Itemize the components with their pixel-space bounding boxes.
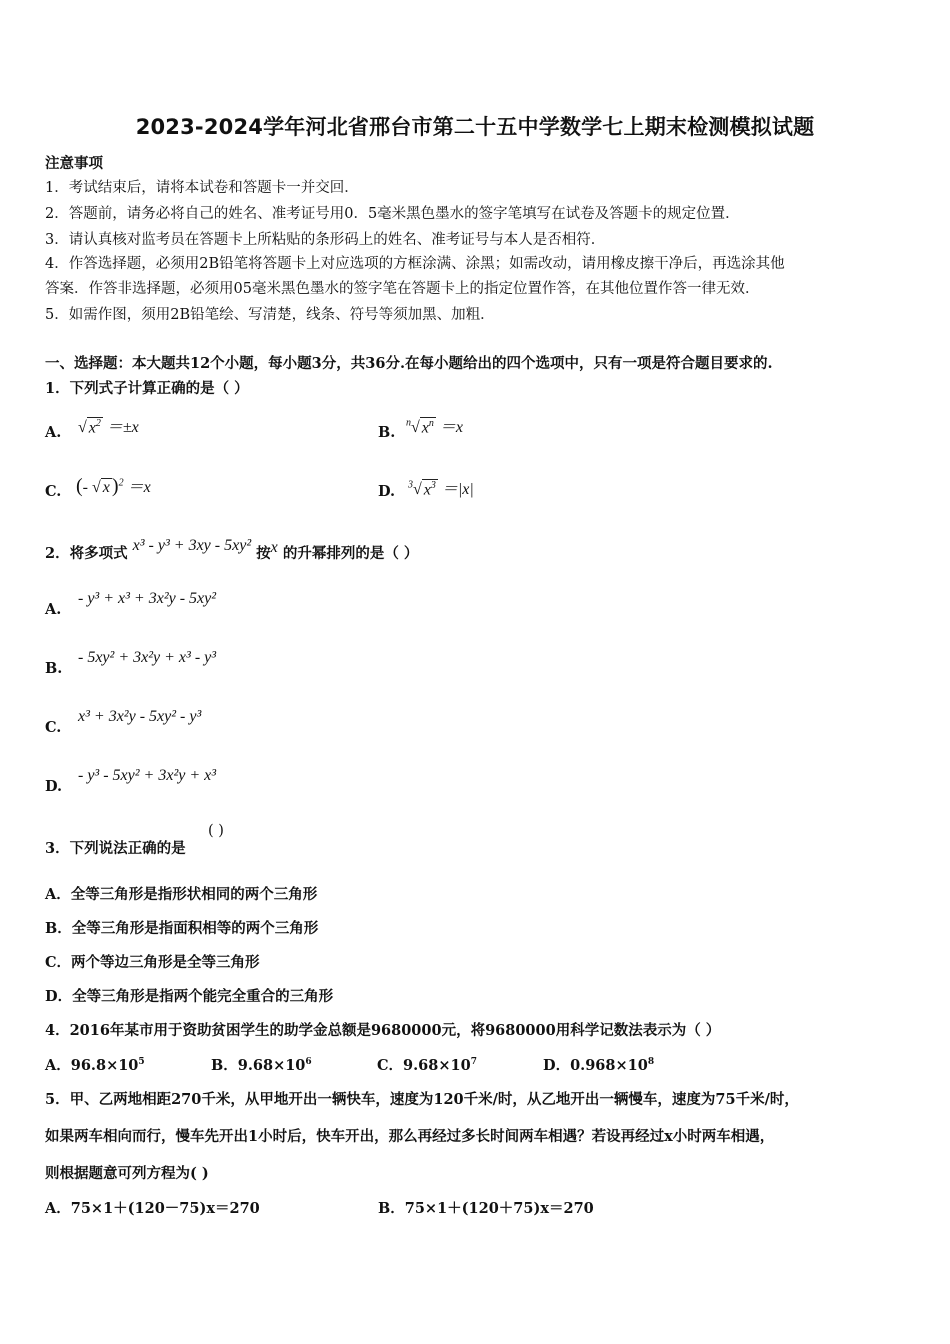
question-2-stem: 2．将多项式 x³ - y³ + 3xy - 5xy² 按x 的升幂排列的是（ ） (45, 537, 419, 562)
q3-option-d: D．全等三角形是指两个能完全重合的三角形 (45, 988, 334, 1005)
notice-item: 5．如需作图，须用2B铅笔绘、写清楚，线条、符号等须加黑、加粗． (45, 307, 495, 323)
question-5-line: 如果两车相向而行，慢车先开出1小时后，快车开出，那么再经过多长时间两车相遇？若设再经过x小时两车相遇， (45, 1128, 775, 1145)
q4-option-a: A．$96.8\times 10^5$ (45, 1057, 145, 1074)
q4-option-c: C．$9.68\times 10^7$ (377, 1057, 477, 1074)
q1-option-a-formula: √ $x^2 =\pm x$ (78, 417, 139, 436)
q1-option-d-label: D. (378, 483, 396, 500)
section-heading: 一、选择题：本大题共12个小题，每小题3分，共36分.在每小题给出的四个选项中，只有一项是符合题目要求的. (45, 355, 773, 372)
question-4-stem: 4．2016年某市用于资助贫困学生的助学金总额是9680000元，将9680000用科学记数法表示为（ ） (45, 1022, 721, 1039)
q1-option-b-formula: $^n$√ $x^n =x$ (406, 417, 463, 436)
q2-option-d-expr: - y³ - 5xy² + 3x²y + x³ (78, 767, 217, 784)
question-5-line: 5．甲、乙两地相距270千米，从甲地开出一辆快车，速度为120千米/时，从乙地开出一辆慢车，速度为75千米/时， (45, 1091, 799, 1108)
q3-option-a: A．全等三角形是指形状相同的两个三角形 (45, 886, 318, 903)
q3-option-b: B．全等三角形是指面积相等的两个三角形 (45, 920, 319, 937)
notice-heading: 注意事项 (45, 155, 103, 172)
q1-option-c-formula: (- √ x )$^2$ ＝x (76, 475, 151, 497)
q1-option-a-label: A. (45, 424, 62, 441)
q4-option-d: D．$0.968\times 10^8$ (543, 1057, 655, 1074)
q2-option-d-label: D. (45, 778, 63, 795)
q1-option-c-label: C. (45, 483, 62, 500)
q5-option-a: A．75×1＋(120－75)x＝270 (45, 1200, 260, 1217)
question-3-stem: 3．下列说法正确的是 (45, 840, 186, 857)
notice-item: 2．答题前，请务必将自己的姓名、准考证号用0．5毫米黑色墨水的签字笔填写在试卷及答题卡的规定位置． (45, 206, 740, 222)
q2-option-a-expr: - y³ + x³ + 3x²y - 5xy² (78, 590, 217, 607)
q1-option-b-label: B. (378, 424, 396, 441)
q2-option-a-label: A. (45, 601, 62, 618)
question-5-line: 则根据题意可列方程为( ) (45, 1165, 209, 1182)
q2-option-c-label: C. (45, 719, 62, 736)
q2-option-c-expr: x³ + 3x²y - 5xy² - y³ (78, 708, 202, 725)
notice-item: 答案．作答非选择题，必须用05毫米黑色墨水的签字笔在答题卡上的指定位置作答，在其他位置作答一律无效． (45, 281, 760, 297)
notice-item: 1．考试结束后，请将本试卷和答题卡一并交回． (45, 180, 359, 196)
q2-option-b-label: B. (45, 660, 63, 677)
question-1-stem: 1．下列式子计算正确的是（ ） (45, 380, 249, 397)
q3-option-c: C．两个等边三角形是全等三角形 (45, 954, 260, 971)
question-3-paren: ( ) (208, 823, 224, 839)
q2-option-b-expr: - 5xy² + 3x²y + x³ - y³ (78, 649, 217, 666)
q1-option-d-formula: $^3$√ $x^3 =|x|$ (408, 479, 474, 498)
notice-item: 4．作答选择题，必须用2B铅笔将答题卡上对应选项的方框涂满、涂黑；如需改动，请用橡皮擦干净后，再选涂其他 (45, 256, 785, 272)
q4-option-b: B．$9.68\times 10^6$ (211, 1057, 312, 1074)
q5-option-b: B．75×1＋(120＋75)x＝270 (378, 1200, 594, 1217)
page-title: 2023-2024学年河北省邢台市第二十五中学数学七上期末检测模拟试题 (135, 115, 815, 139)
notice-item: 3．请认真核对监考员在答题卡上所粘贴的条形码上的姓名、准考证号与本人是否相符． (45, 232, 606, 248)
